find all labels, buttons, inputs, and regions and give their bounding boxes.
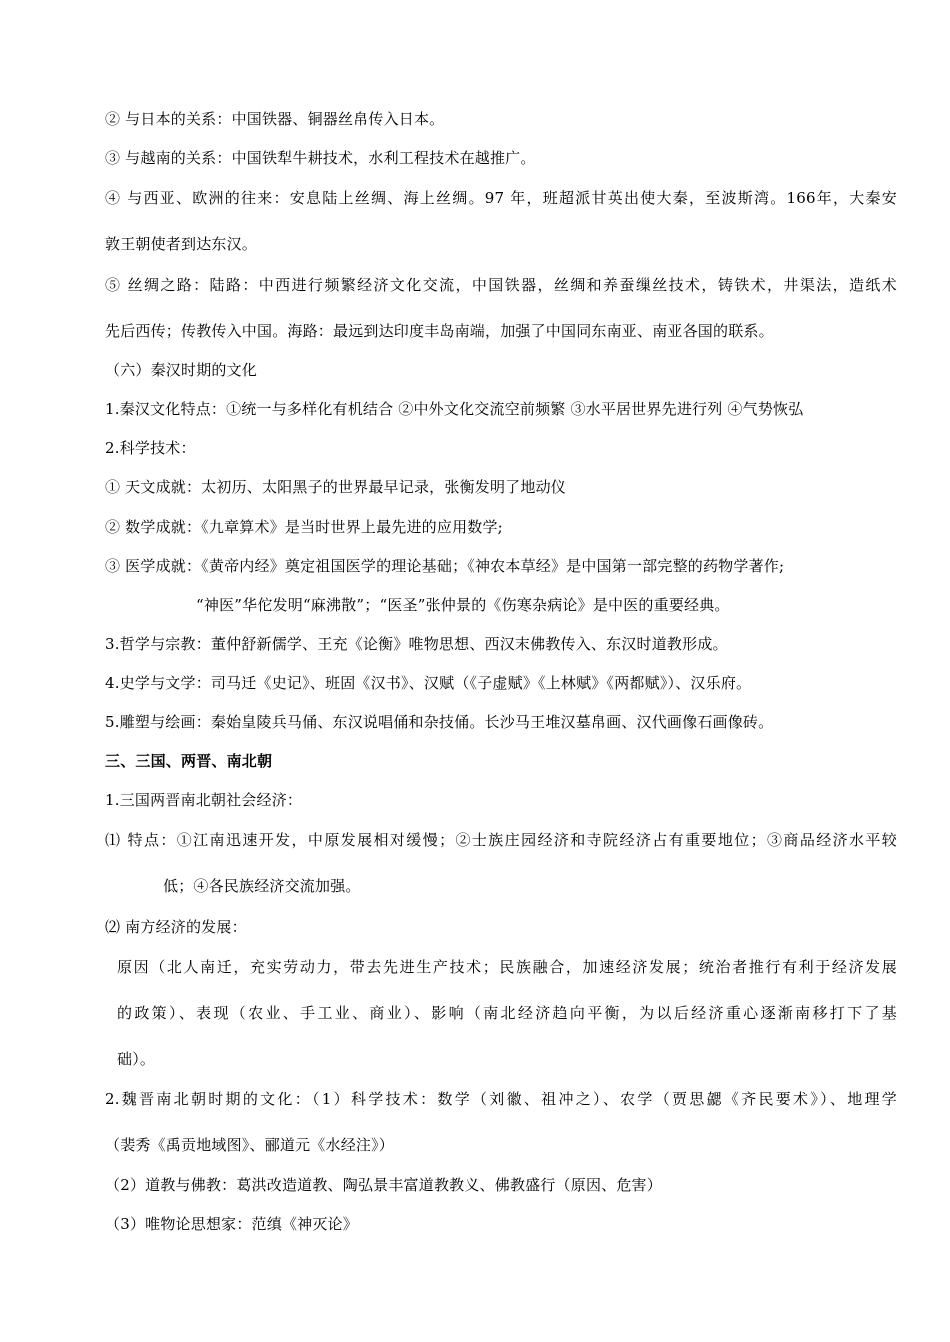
line-social-economy: 1.三国两晋南北朝社会经济： — [105, 791, 303, 809]
line-mathematics: ② 数学成就：《九章算术》是当时世界上最先进的应用数学; — [105, 518, 503, 536]
line-culture-features: 1.秦汉文化特点：①统一与多样化有机结合 ②中外文化交流空前频繁 ③水平居世界先进行列 ④气势恢弘 — [105, 400, 804, 418]
section-heading-qin-han-culture: （六）秦汉时期的文化 — [105, 361, 258, 379]
line-medicine: ③ 医学成就：《黄帝内经》奠定祖国医学的理论基础；《神农本草经》是中国第一部完整的药物学著作; — [105, 557, 785, 575]
line-silk-road-cont: 先后西传；传教传入中国。海路：最远到达印度丰岛南端，加强了中国同东南亚、南亚各国的联系。 — [105, 322, 774, 340]
line-materialism: （3）唯物论思想家：范缜《神灭论》 — [105, 1215, 358, 1233]
line-southern-economy: ⑵ 南方经济的发展： — [105, 918, 247, 936]
line-wei-jin-culture: 2.魏晋南北朝时期的文化：（1）科学技术：数学（刘徽、祖冲之）、农学（贾思勰《齐民要术》）、地理学 — [105, 1090, 897, 1108]
line-southern-reasons-end: 础）。 — [117, 1050, 156, 1068]
line-wei-jin-culture-cont: （裴秀《禹贡地域图》、郦道元《水经注》） — [105, 1136, 395, 1154]
line-medicine-cont: “神医”华佗发明“麻沸散”；“医圣”张仲景的《伤寒杂病论》是中医的重要经典。 — [196, 596, 730, 614]
line-science-tech: 2.科学技术： — [105, 439, 196, 457]
line-west-asia-europe: ④ 与西亚、欧洲的往来：安息陆上丝绸、海上丝绸。97 年，班超派甘英出使大秦，至波斯湾。166年，大秦安 — [105, 189, 897, 207]
section-heading-three-kingdoms: 三、三国、两晋、南北朝 — [105, 752, 273, 770]
line-southern-reasons-cont: 的政策）、表现（农业、手工业、商业）、影响（南北经济趋向平衡，为以后经济重心逐渐南移打下了基 — [117, 1004, 897, 1022]
line-astronomy: ① 天文成就：太初历、太阳黑子的世界最早记录，张衡发明了地动仪 — [105, 478, 566, 496]
line-philosophy-religion: 3.哲学与宗教：董仲舒新儒学、王充《论衡》唯物思想、西汉末佛教传入、东汉时道教形成。 — [105, 635, 728, 653]
line-history-literature: 4.史学与文学：司马迁《史记》、班固《汉书》、汉赋（《子虚赋》《上林赋》《两都赋》）、汉乐府。 — [105, 674, 752, 692]
line-japan-relations: ② 与日本的关系：中国铁器、铜器丝帛传入日本。 — [105, 110, 445, 128]
line-economy-features: ⑴ 特点：①江南迅速开发，中原发展相对缓慢；②士族庄园经济和寺院经济占有重要地位；③商品经济水平较 — [105, 831, 897, 849]
line-taoism-buddhism: （2）道教与佛教：葛洪改造道教、陶弘景丰富道教教义、佛教盛行（原因、危害） — [105, 1176, 662, 1194]
line-vietnam-relations: ③ 与越南的关系：中国铁犁牛耕技术，水利工程技术在越推广。 — [105, 149, 536, 167]
line-southern-reasons: 原因（北人南迁，充实劳动力，带去先进生产技术；民族融合，加速经济发展；统治者推行有利于经济发展 — [117, 958, 897, 976]
line-sculpture-painting: 5.雕塑与绘画：秦始皇陵兵马俑、东汉说唱俑和杂技俑。长沙马王堆汉墓帛画、汉代画像石画像砖。 — [105, 713, 774, 731]
line-silk-road: ⑤ 丝绸之路：陆路：中西进行频繁经济文化交流，中国铁器，丝绸和养蚕缫丝技术，铸铁术，井渠法，造纸术 — [105, 276, 897, 294]
line-economy-features-cont: 低；④各民族经济交流加强。 — [163, 877, 361, 895]
line-west-asia-europe-cont: 敦王朝使者到达东汉。 — [105, 235, 258, 253]
